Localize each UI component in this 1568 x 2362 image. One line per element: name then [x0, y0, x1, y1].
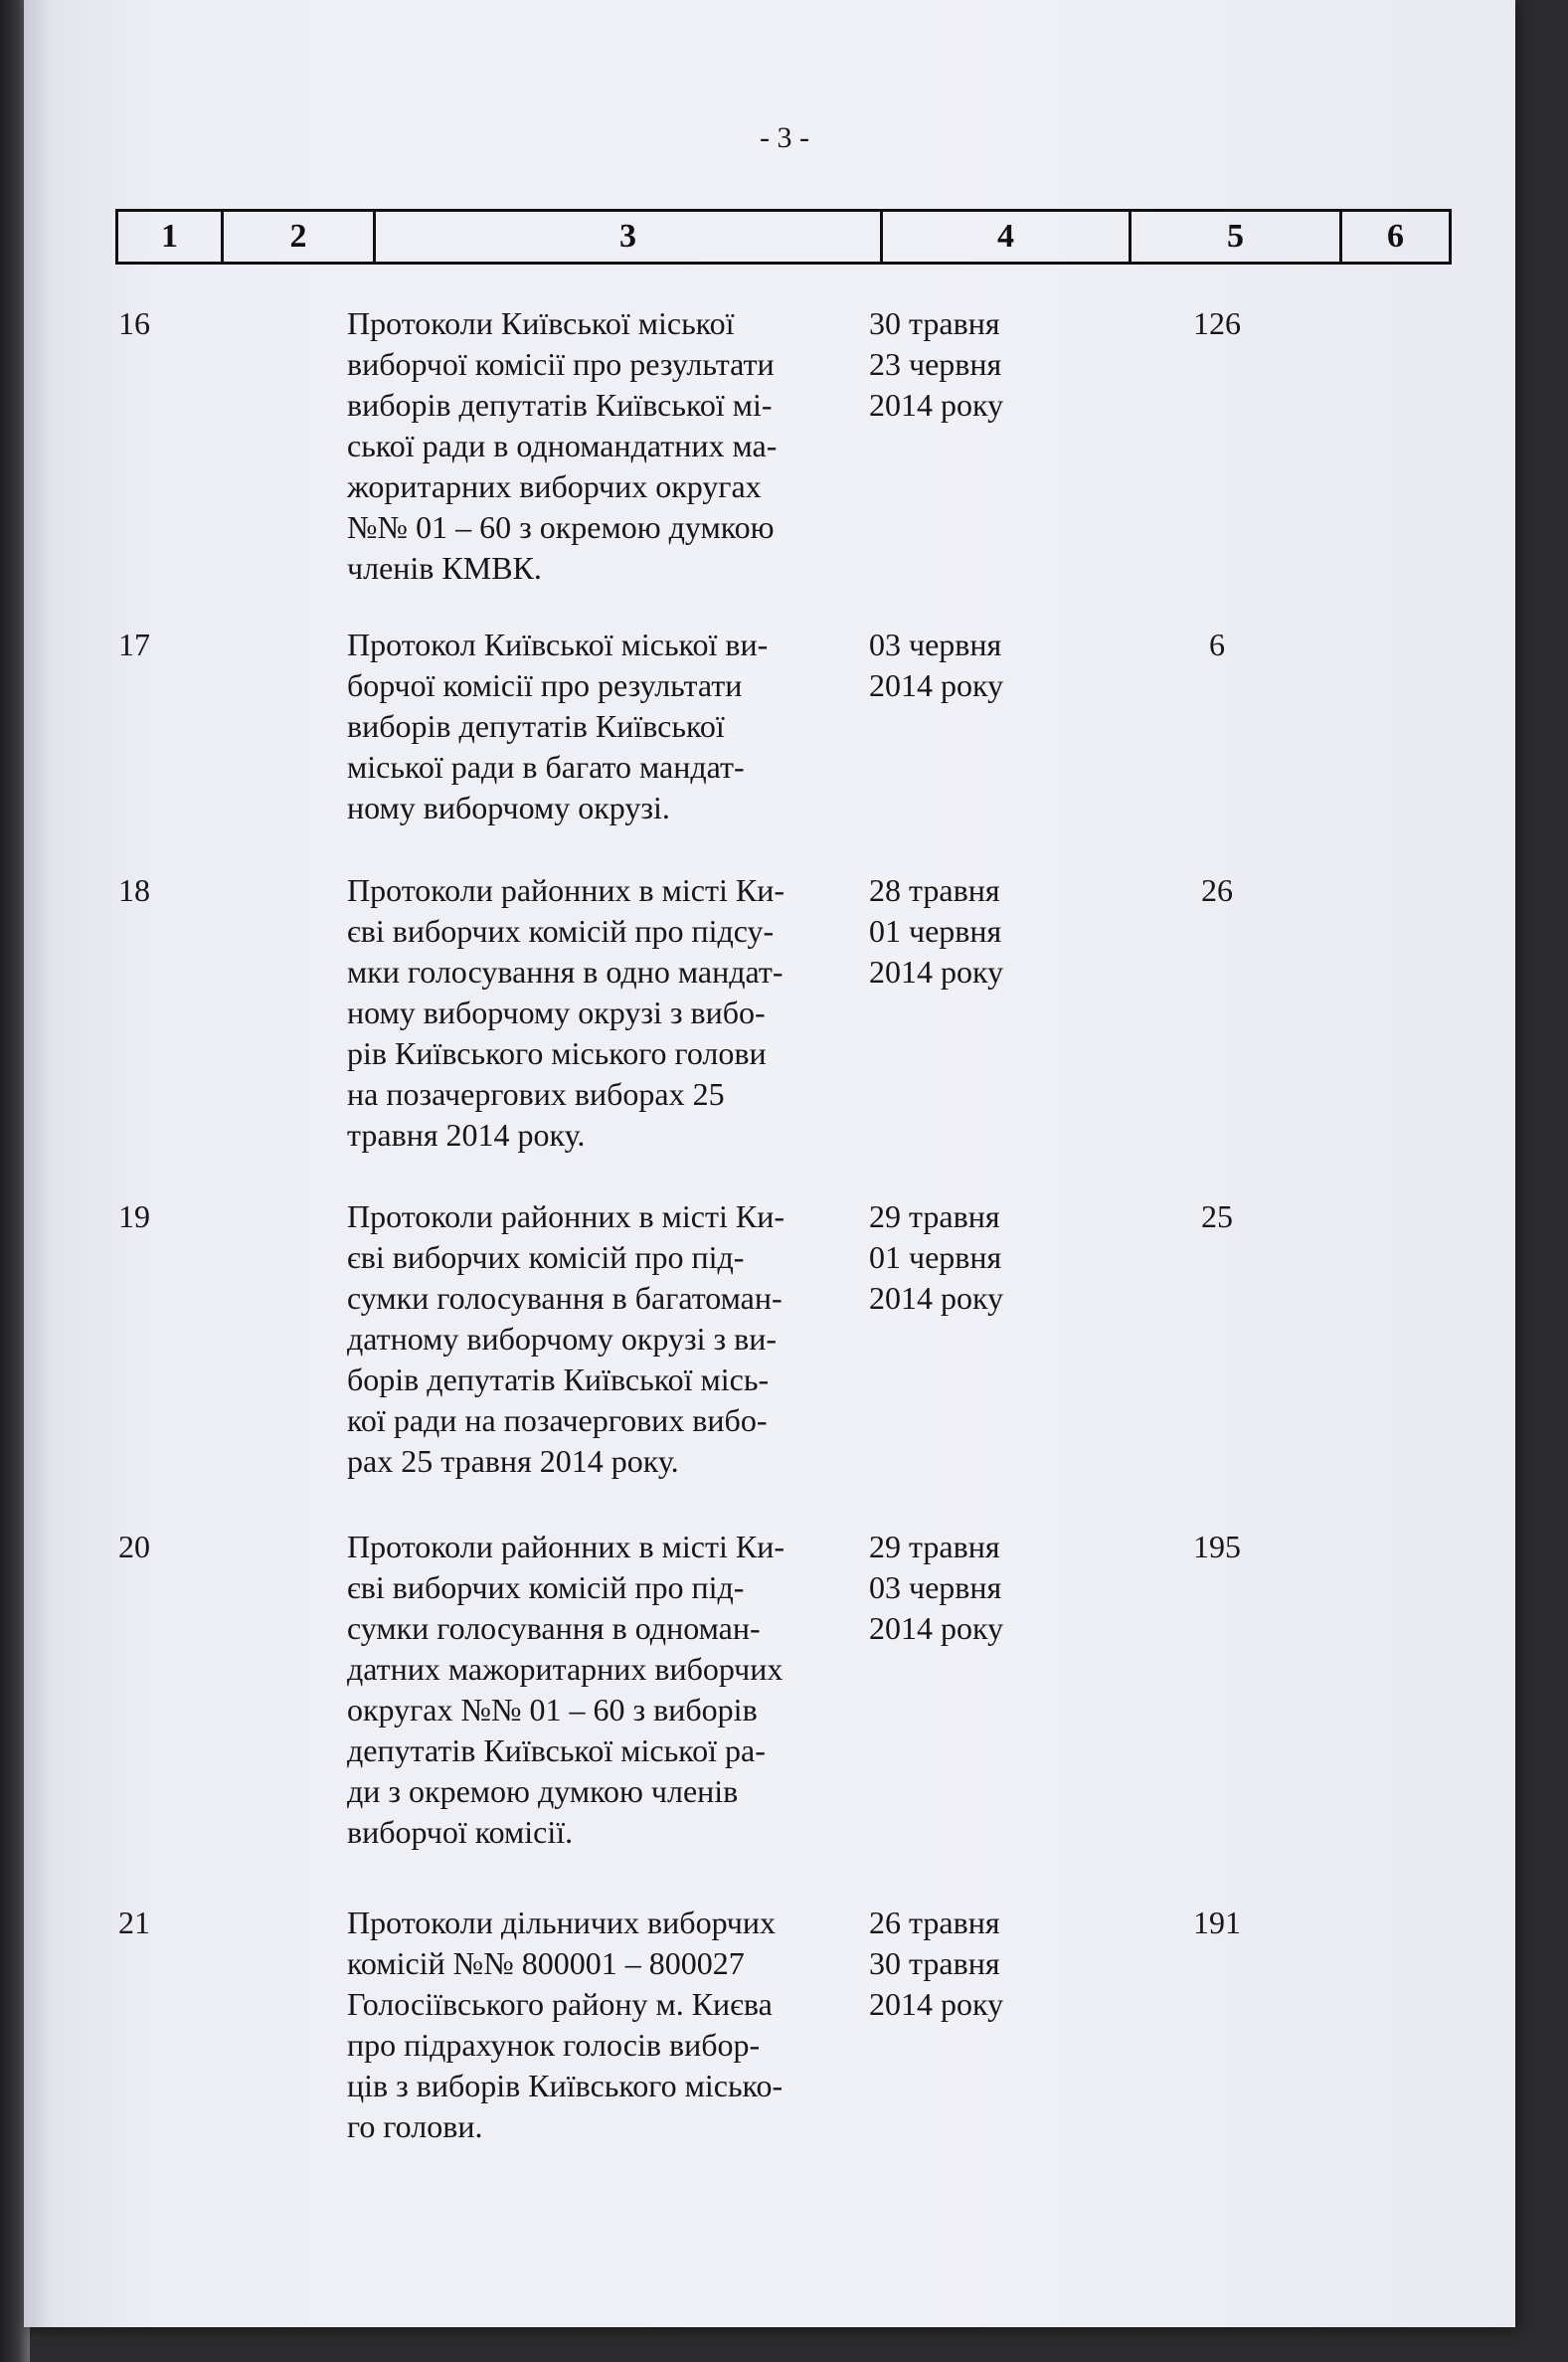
row-sheet-count: 195	[1193, 1529, 1241, 1564]
row-number: 19	[118, 1198, 150, 1234]
row-number: 20	[118, 1529, 150, 1564]
column-header-1: 1	[118, 212, 224, 262]
row-dates: 03 червня 2014 року	[869, 627, 1004, 703]
row-dates: 28 травня 01 червня 2014 року	[869, 872, 1004, 990]
row-number: 21	[118, 1905, 150, 1940]
document-page	[24, 0, 1515, 2327]
row-dates: 29 травня 03 червня 2014 року	[869, 1529, 1004, 1646]
row-number: 17	[118, 627, 150, 662]
row-dates: 26 травня 30 травня 2014 року	[869, 1905, 1004, 2022]
row-description: Протоколи районних в місті Ки- єві виборчих комісій про під- сумки голосування в одноман- датних мажоритарних виборчих округах №№ 01 – 60 з виборів депутатів Київської міської ра- ди з окремою думкою членів виборчої комісії.	[347, 1529, 784, 1850]
row-sheet-count: 26	[1201, 872, 1233, 908]
row-description: Протоколи районних в місті Ки- єві виборчих комісій про під- сумки голосування в багатоман- датному виборчому окрузі з ви- борів депутатів Київської місь- кої ради на позачергових вибо- рах 25 травня 2014 року.	[347, 1198, 784, 1479]
column-header-2: 2	[224, 212, 376, 262]
row-sheet-count: 6	[1209, 627, 1225, 662]
column-header-6: 6	[1387, 218, 1404, 255]
row-sheet-count: 126	[1193, 305, 1241, 341]
row-description: Протоколи дільничих виборчих комісій №№ 800001 – 800027 Голосіївського району м. Києва про підрахунок голосів вибор- ців з виборів Київського місько- го голови.	[347, 1905, 784, 2144]
row-description: Протоколи районних в місті Ки- єві виборчих комісій про підсу- мки голосування в одно мандат- ному виборчому окрузі з вибо- рів Київського міського голови на позачергових виборах 25 травня 2014 року.	[347, 872, 784, 1153]
column-header-5: 5	[1132, 212, 1342, 262]
row-dates: 29 травня 01 червня 2014 року	[869, 1198, 1004, 1316]
row-number: 18	[118, 872, 150, 908]
row-description: Протокол Київської міської ви- борчої комісії про результати виборів депутатів Київської міської ради в багато мандат- ному виборчому окрузі.	[347, 627, 769, 825]
column-header-3: 3	[376, 212, 883, 262]
page-number: - 3 -	[760, 121, 809, 154]
row-number: 16	[118, 305, 150, 341]
column-header-4: 4	[883, 212, 1132, 262]
row-dates: 30 травня 23 червня 2014 року	[869, 305, 1004, 423]
row-sheet-count: 191	[1193, 1905, 1241, 1940]
column-header-table	[115, 209, 1452, 265]
row-description: Протоколи Київської міської виборчої комісії про результати виборів депутатів Київської мі- ської ради в одномандатних ма- жоритарних виборчих округах №№ 01 – 60 з окремою думкою членів КМВК.	[347, 305, 778, 586]
row-sheet-count: 25	[1201, 1198, 1233, 1234]
